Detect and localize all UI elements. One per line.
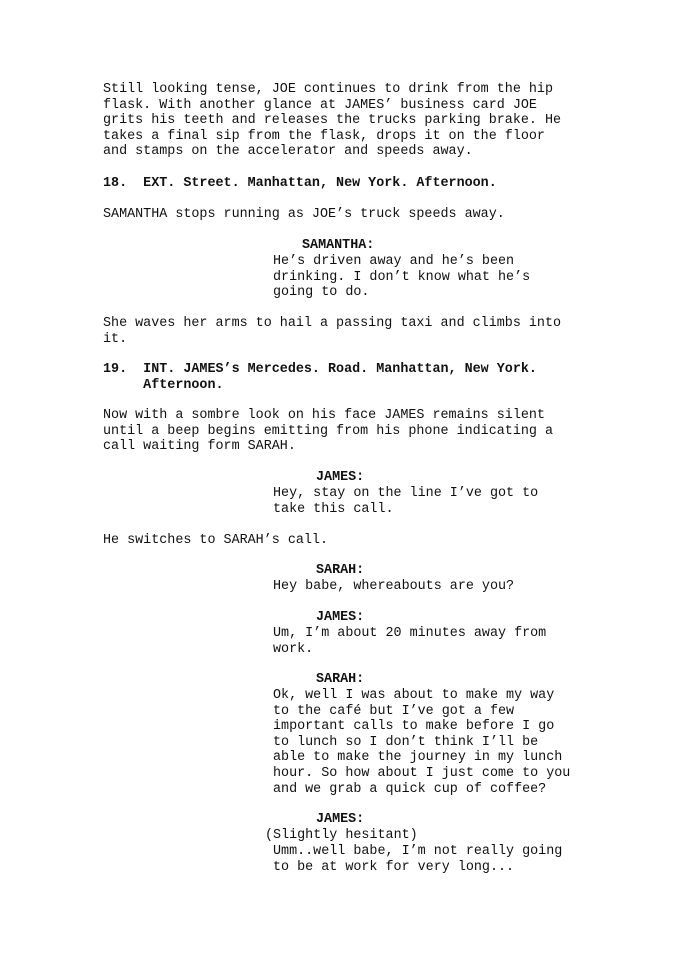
scene-heading: 19. INT. JAMES’s Mercedes. Road. Manhattan, New York. Afternoon. <box>103 362 537 393</box>
action-line: He switches to SARAH’s call. <box>103 533 328 548</box>
dialogue: Um, I’m about 20 minutes away from work. <box>273 626 547 657</box>
action-line: SAMANTHA stops running as JOE’s truck speeds away. <box>103 207 505 222</box>
character-name: SARAH: <box>316 563 365 578</box>
dialogue: Hey babe, whereabouts are you? <box>273 579 515 594</box>
action-line: Still looking tense, JOE continues to drink from the hip flask. With another glance at JAMES’ business card JOE grits his teeth and releases the trucks parking brake. He takes a final sip from the flask, drops it on the floor and stamps on the accelerator and speeds away. <box>103 82 562 160</box>
character-name: JAMES: <box>316 812 365 827</box>
character-name: JAMES: <box>316 610 365 625</box>
character-name: SARAH: <box>316 672 365 687</box>
scene-heading: 18. EXT. Street. Manhattan, New York. Afternoon. <box>103 176 497 191</box>
action-line: Now with a sombre look on his face JAMES remains silent until a beep begins emitting from his phone indicating a call waiting form SARAH. <box>103 408 553 455</box>
action-line: She waves her arms to hail a passing taxi and climbs into it. <box>103 316 562 347</box>
character-name: SAMANTHA: <box>302 238 375 253</box>
dialogue: Ok, well I was about to make my way to the café but I’ve got a few important calls to make before I go to lunch so I don’t think I’ll be able to make the journey in my lunch hour. So how about I just come to you and we grab a quick cup of coffee? <box>273 688 571 797</box>
parenthetical: (Slightly hesitant) <box>265 828 418 843</box>
character-name: JAMES: <box>316 470 365 485</box>
dialogue: Hey, stay on the line I’ve got to take this call. <box>273 486 539 517</box>
dialogue: Umm..well babe, I’m not really going to be at work for very long... <box>273 844 563 875</box>
dialogue: He’s driven away and he’s been drinking. I don’t know what he’s going to do. <box>273 254 531 301</box>
